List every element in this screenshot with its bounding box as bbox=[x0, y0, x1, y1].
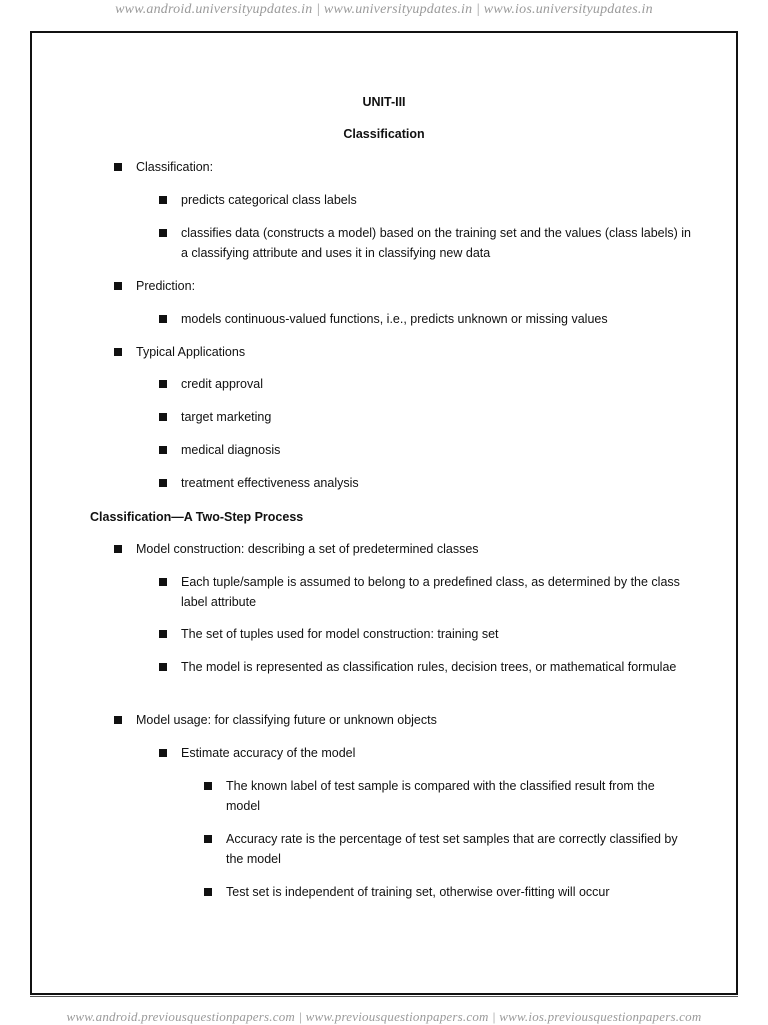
list-item-text: target marketing bbox=[181, 410, 272, 424]
list-item bbox=[226, 776, 681, 816]
square-bullet-icon bbox=[114, 716, 122, 724]
list-item-text: The known label of test sample is compared with the classified result from the model bbox=[226, 779, 655, 813]
list-item bbox=[181, 657, 691, 677]
list-item-text: Estimate accuracy of the model bbox=[181, 746, 356, 760]
square-bullet-icon bbox=[159, 413, 167, 421]
unit-heading: UNIT-III bbox=[362, 95, 406, 109]
list-item bbox=[136, 710, 696, 730]
list-item-text: The set of tuples used for model construction: training set bbox=[181, 627, 499, 641]
list-item-text: Typical Applications bbox=[136, 345, 246, 359]
page-title: Classification bbox=[343, 127, 425, 141]
list-item-text: classifies data (constructs a model) based on the training set and the values (class labels) in a classifying attribute and uses it in classifying new data bbox=[181, 226, 691, 260]
section-heading: Classification—A Two-Step Process bbox=[90, 510, 304, 524]
list-item-text: Test set is independent of training set, otherwise over-fitting will occur bbox=[226, 885, 610, 899]
square-bullet-icon bbox=[114, 348, 122, 356]
list-item-text: Model usage: for classifying future or unknown objects bbox=[136, 713, 437, 727]
list-item-text: models continuous-valued functions, i.e., predicts unknown or missing values bbox=[181, 312, 608, 326]
list-item-text: Each tuple/sample is assumed to belong to a predefined class, as determined by the class label attribute bbox=[181, 575, 680, 609]
list-item-text: Prediction: bbox=[136, 279, 196, 293]
list-item bbox=[181, 190, 691, 210]
list-item-text: predicts categorical class labels bbox=[181, 193, 357, 207]
square-bullet-icon bbox=[159, 446, 167, 454]
list-item bbox=[136, 157, 696, 177]
square-bullet-icon bbox=[159, 578, 167, 586]
list-item bbox=[181, 374, 691, 394]
list-item bbox=[181, 407, 691, 427]
list-item bbox=[136, 276, 696, 296]
square-bullet-icon bbox=[114, 163, 122, 171]
list-item bbox=[181, 572, 691, 612]
list-item-text: Accuracy rate is the percentage of test set samples that are correctly classified by the model bbox=[226, 832, 678, 866]
square-bullet-icon bbox=[159, 630, 167, 638]
square-bullet-icon bbox=[159, 749, 167, 757]
square-bullet-icon bbox=[159, 479, 167, 487]
square-bullet-icon bbox=[204, 782, 212, 790]
square-bullet-icon bbox=[159, 315, 167, 323]
list-item bbox=[136, 342, 696, 362]
square-bullet-icon bbox=[159, 663, 167, 671]
list-item-text: treatment effectiveness analysis bbox=[181, 476, 359, 490]
list-item bbox=[181, 309, 691, 329]
square-bullet-icon bbox=[114, 282, 122, 290]
bottom-watermark: www.android.previousquestionpapers.com | www.previousquestionpapers.com | www.ios.previousquestionpapers.com bbox=[66, 1009, 702, 1024]
list-item bbox=[181, 624, 691, 644]
list-item-text: The model is represented as classification rules, decision trees, or mathematical formulae bbox=[181, 660, 677, 674]
square-bullet-icon bbox=[159, 196, 167, 204]
list-item-text: credit approval bbox=[181, 377, 263, 391]
list-item-text: medical diagnosis bbox=[181, 443, 281, 457]
list-item bbox=[181, 223, 691, 263]
square-bullet-icon bbox=[159, 380, 167, 388]
list-item-text: Model construction: describing a set of predetermined classes bbox=[136, 542, 479, 556]
list-item bbox=[181, 473, 691, 493]
square-bullet-icon bbox=[114, 545, 122, 553]
square-bullet-icon bbox=[204, 835, 212, 843]
list-item bbox=[226, 829, 681, 869]
square-bullet-icon bbox=[159, 229, 167, 237]
square-bullet-icon bbox=[204, 888, 212, 896]
top-watermark: www.android.universityupdates.in | www.universityupdates.in | www.ios.universityupdates.in bbox=[115, 2, 653, 17]
footer-divider bbox=[30, 996, 738, 997]
list-item bbox=[181, 440, 691, 460]
list-item-text: Classification: bbox=[136, 160, 214, 174]
list-item bbox=[181, 743, 691, 763]
list-item bbox=[136, 539, 696, 559]
list-item bbox=[226, 882, 681, 902]
